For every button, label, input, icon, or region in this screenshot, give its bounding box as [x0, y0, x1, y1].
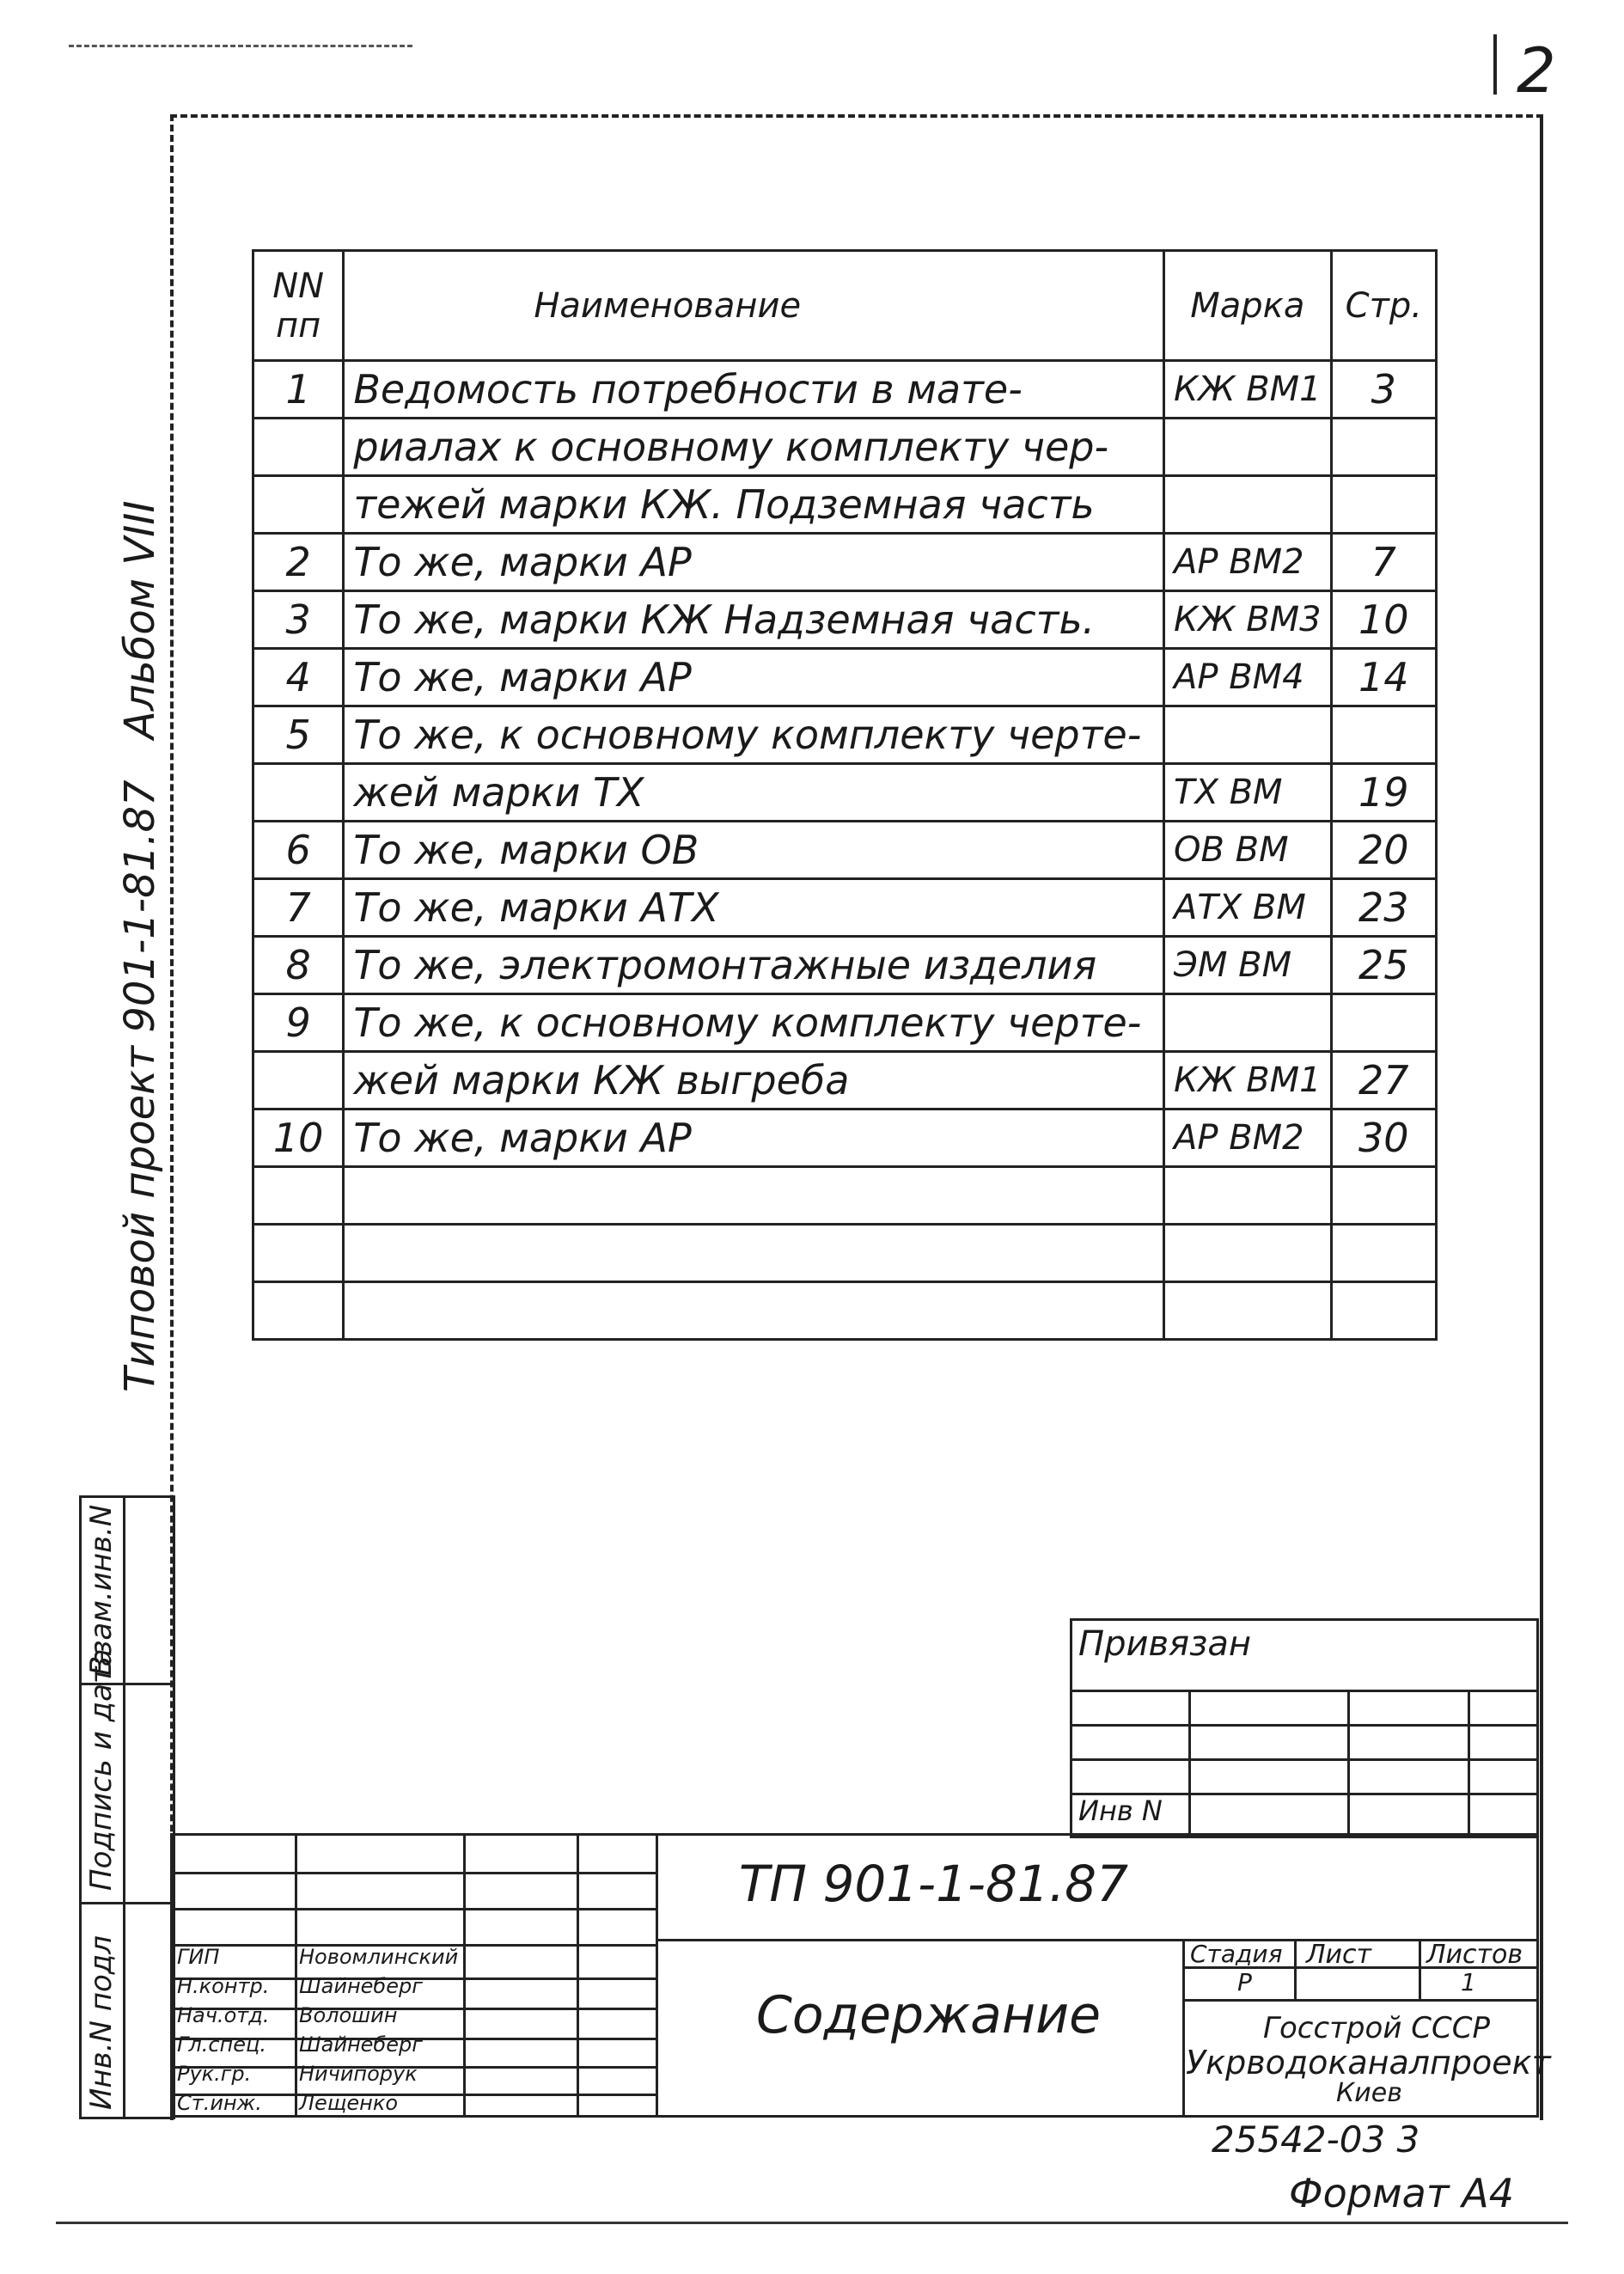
album-label: Альбом VIII	[116, 500, 164, 739]
doc-number: 25542-03 3	[1212, 2118, 1420, 2161]
row-num: 2	[253, 534, 344, 591]
table-row	[253, 649, 1437, 706]
row-num: 6	[253, 822, 344, 879]
row-name: То же, к основному комплекту черте-	[344, 706, 1164, 764]
row-page	[1331, 476, 1436, 534]
role-title: Ст.инж.	[177, 2091, 262, 2115]
row-num	[253, 476, 344, 534]
role-title: Нач.отд.	[177, 2003, 270, 2027]
row-mark	[1164, 994, 1332, 1052]
table-row	[253, 937, 1437, 994]
sheet-value: 1	[1461, 1968, 1476, 1996]
drawing-title: Содержание	[756, 1985, 1102, 2045]
row-page: 7	[1331, 534, 1436, 591]
table-row	[253, 591, 1437, 649]
row-name	[344, 1282, 1164, 1340]
role-name: Лещенко	[299, 2091, 399, 2115]
stamp-vzam: Взам.инв.N	[84, 1504, 119, 1676]
row-page: 25	[1331, 937, 1436, 994]
role-title: Гл.спец.	[177, 2033, 266, 2057]
row-num	[253, 1052, 344, 1109]
table-row	[253, 1167, 1437, 1225]
row-num	[253, 1167, 344, 1225]
inv-n-label: Инв N	[1078, 1794, 1163, 1827]
page-number-bar	[1493, 34, 1497, 95]
row-num: 3	[253, 591, 344, 649]
table-row	[253, 994, 1437, 1052]
row-page	[1331, 1225, 1436, 1282]
row-mark: ОВ ВМ	[1164, 822, 1332, 879]
row-num: 8	[253, 937, 344, 994]
row-num	[253, 1225, 344, 1282]
row-page: 20	[1331, 822, 1436, 879]
row-mark: ТХ ВМ	[1164, 764, 1332, 822]
row-mark	[1164, 476, 1332, 534]
row-name: Ведомость потребности в мате-	[344, 361, 1164, 419]
row-page: 14	[1331, 649, 1436, 706]
row-page: 23	[1331, 879, 1436, 937]
row-name: То же, марки КЖ Надземная часть.	[344, 591, 1164, 649]
row-mark	[1164, 1282, 1332, 1340]
role-name: Ничипорук	[299, 2062, 418, 2086]
table-row	[253, 822, 1437, 879]
row-mark: ЭМ ВМ	[1164, 937, 1332, 994]
row-num: 5	[253, 706, 344, 764]
row-num	[253, 419, 344, 476]
role-title: ГИП	[177, 1945, 220, 1969]
row-page	[1331, 419, 1436, 476]
page-number: 2	[1517, 34, 1556, 107]
format-label: Формат А4	[1289, 2170, 1514, 2216]
row-mark: КЖ ВМ3	[1164, 591, 1332, 649]
sheets-label: Листов	[1426, 1940, 1523, 1970]
row-page	[1331, 1167, 1436, 1225]
row-name: То же, марки АР	[344, 534, 1164, 591]
table-row	[253, 879, 1437, 937]
row-num	[253, 1282, 344, 1340]
row-mark: КЖ ВМ1	[1164, 361, 1332, 419]
table-row	[253, 476, 1437, 534]
table-row	[253, 419, 1437, 476]
row-page: 27	[1331, 1052, 1436, 1109]
org-line1: Госстрой СССР	[1263, 2011, 1490, 2045]
row-mark	[1164, 419, 1332, 476]
row-name: То же, марки АР	[344, 649, 1164, 706]
table-row	[253, 764, 1437, 822]
row-num: 9	[253, 994, 344, 1052]
role-name: Новомлинский	[299, 1945, 459, 1969]
table-row	[253, 1225, 1437, 1282]
table-row	[253, 1109, 1437, 1167]
row-page: 30	[1331, 1109, 1436, 1167]
row-num: 10	[253, 1109, 344, 1167]
stamp-inv: Инв.N подл	[84, 1935, 119, 2110]
row-name	[344, 1167, 1164, 1225]
row-num: 4	[253, 649, 344, 706]
sheet-label: Лист	[1306, 1940, 1372, 1970]
privyazan-label: Привязан	[1078, 1624, 1252, 1664]
row-name: риалах к основному комплекту чер-	[344, 419, 1164, 476]
row-page: 19	[1331, 764, 1436, 822]
row-name	[344, 1225, 1164, 1282]
contents-table	[252, 249, 1438, 1341]
row-num	[253, 764, 344, 822]
role-name: Шайнеберг	[299, 1974, 423, 1998]
row-name: То же, к основному комплекту черте-	[344, 994, 1164, 1052]
table-row	[253, 361, 1437, 419]
row-mark: АР ВМ2	[1164, 534, 1332, 591]
row-mark: КЖ ВМ1	[1164, 1052, 1332, 1109]
stage-label: Стадия	[1190, 1940, 1283, 1968]
stamp-podpis: Подпись и дата	[84, 1648, 119, 1891]
table-row	[253, 1282, 1437, 1340]
table-row	[253, 706, 1437, 764]
row-name: То же, марки АТХ	[344, 879, 1164, 937]
row-page: 3	[1331, 361, 1436, 419]
project-label: Типовой проект 901-1-81.87	[116, 779, 164, 1392]
role-name: Шайнеберг	[299, 2033, 423, 2057]
row-name: То же, электромонтажные изделия	[344, 937, 1164, 994]
row-name: тежей марки КЖ. Подземная часть	[344, 476, 1164, 534]
row-mark: АР ВМ2	[1164, 1109, 1332, 1167]
row-name: То же, марки АР	[344, 1109, 1164, 1167]
role-title: Рук.гр.	[177, 2062, 252, 2086]
row-page: 10	[1331, 591, 1436, 649]
org-line3: Киев	[1336, 2078, 1402, 2108]
role-title: Н.контр.	[177, 1974, 270, 1998]
header-name: Наименование	[344, 251, 1164, 361]
stage-value: Р	[1237, 1968, 1252, 1996]
row-name: То же, марки ОВ	[344, 822, 1164, 879]
header-page: Стр.	[1331, 251, 1436, 361]
top-dashed-line	[69, 45, 412, 47]
row-name: жей марки КЖ выгреба	[344, 1052, 1164, 1109]
bottom-line	[56, 2222, 1568, 2224]
row-mark	[1164, 706, 1332, 764]
row-num: 1	[253, 361, 344, 419]
row-page	[1331, 994, 1436, 1052]
row-mark	[1164, 1167, 1332, 1225]
org-line2: Укрводоканалпроект	[1186, 2044, 1551, 2081]
header-mark: Марка	[1164, 251, 1332, 361]
row-name: жей марки ТХ	[344, 764, 1164, 822]
header-num: NN пп	[253, 251, 344, 361]
row-page	[1331, 706, 1436, 764]
row-mark: АТХ ВМ	[1164, 879, 1332, 937]
role-name: Волошин	[299, 2003, 398, 2027]
row-mark: АР ВМ4	[1164, 649, 1332, 706]
table-row	[253, 1052, 1437, 1109]
table-row	[253, 534, 1437, 591]
table-header-row	[253, 251, 1437, 361]
drawing-code: ТП 901-1-81.87	[739, 1855, 1128, 1913]
row-mark	[1164, 1225, 1332, 1282]
row-num: 7	[253, 879, 344, 937]
row-page	[1331, 1282, 1436, 1340]
